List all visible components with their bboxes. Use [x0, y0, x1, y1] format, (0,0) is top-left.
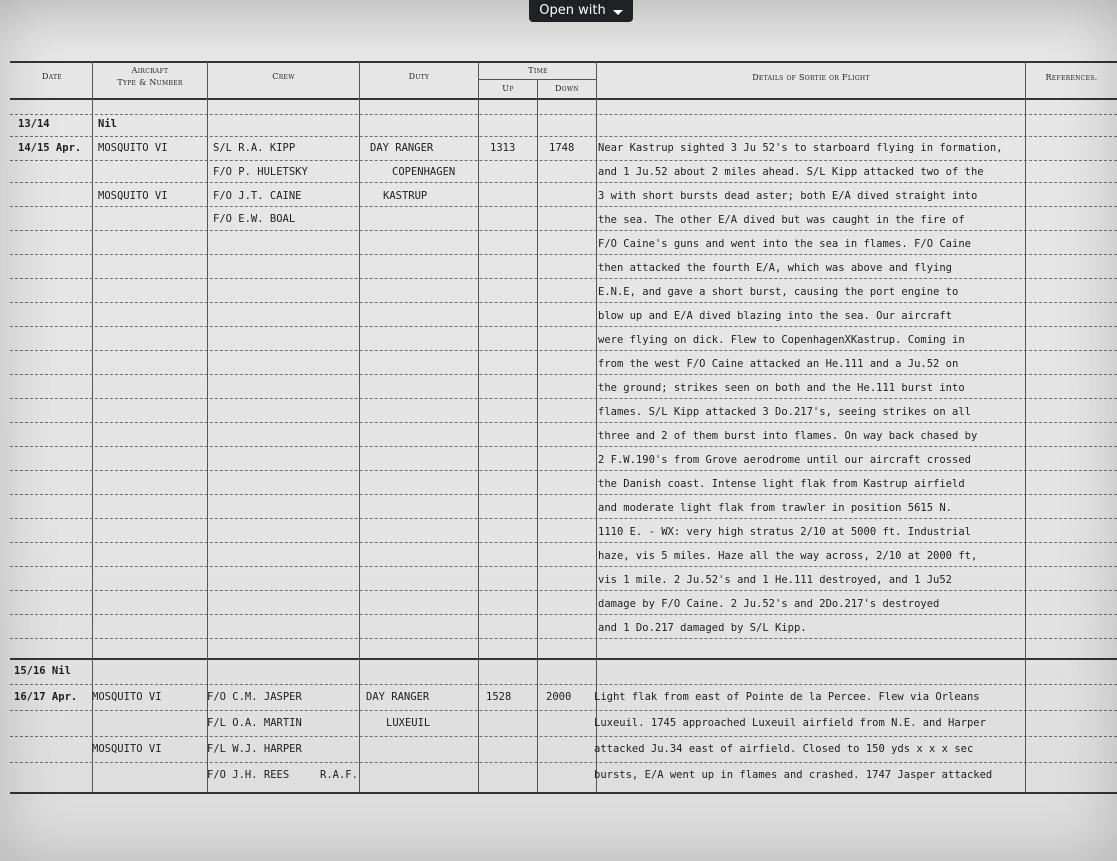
row-rule: [10, 518, 1117, 519]
row-rule: [10, 374, 1117, 375]
row-crew: F/O P. HULETSKY: [213, 166, 308, 178]
detail-line: were flying on dick. Flew to CopenhagenXKastrup. Coming in: [598, 334, 965, 346]
detail-line: vis 1 mile. 2 Ju.52's and 1 He.111 destroyed, and 1 Ju52: [598, 574, 953, 586]
detail-line: flames. S/L Kipp attacked 3 Do.217's, seeing strikes on all: [598, 406, 971, 418]
row-rule: [10, 230, 1117, 231]
row-rule: [10, 114, 1117, 115]
row-rule: [10, 254, 1117, 255]
row-rule: [10, 160, 1117, 161]
row-rule: [10, 398, 1117, 399]
detail-line: Near Kastrup sighted 3 Ju 52's to starboard flying in formation,: [598, 142, 1003, 154]
table-top-rule: [10, 61, 1117, 63]
header-aircraft-line1: Aircraft: [131, 66, 169, 75]
row-time-down: 1748: [549, 142, 575, 154]
row-crew: F/O J.H. REES: [207, 769, 290, 781]
detail-line: the sea. The other E/A dived but was caught in the fire of: [598, 214, 965, 226]
row-rule: [10, 446, 1117, 447]
column-rule: [537, 80, 538, 792]
detail-line: 2 F.W.190's from Grove aerodrome until our aircraft crossed: [598, 454, 971, 466]
row-rule: [10, 422, 1117, 423]
detail-line: Light flak from east of Pointe de la Percee. Flew via Orleans: [594, 691, 980, 703]
row-time-up: 1313: [490, 142, 516, 154]
detail-line: haze, vis 5 miles. Haze all the way across, 2/10 at 2000 ft,: [598, 550, 978, 562]
header-time-up: Up: [502, 84, 514, 93]
row-rule: [10, 350, 1117, 351]
row-duty: LUXEUIL: [386, 717, 431, 729]
detail-line: and 1 Ju.52 about 2 miles ahead. S/L Kipp attacked two of the: [598, 166, 984, 178]
detail-line: 1110 E. - WX: very high stratus 2/10 at 5000 ft. Industrial: [598, 526, 971, 538]
row-aircraft: MOSQUITO VI: [92, 743, 162, 755]
open-with-label: Open with: [539, 3, 606, 18]
row-rule: [10, 326, 1117, 327]
row-rule: [10, 614, 1117, 615]
row-time-up: 1528: [486, 691, 512, 703]
header-bottom-rule: [10, 98, 1117, 100]
header-date: Date: [41, 72, 62, 81]
row-crew: F/L W.J. HARPER: [207, 743, 302, 755]
column-rule: [92, 62, 93, 792]
row-crew-service: R.A.F.: [320, 769, 358, 781]
detail-line: E.N.E, and gave a short burst, causing the port engine to: [598, 286, 959, 298]
row-duty: COPENHAGEN: [392, 166, 456, 178]
column-rule: [207, 62, 208, 792]
row-duty: DAY RANGER: [366, 691, 430, 703]
header-time: Time: [528, 66, 548, 75]
detail-line: blow up and E/A dived blazing into the sea. Our aircraft: [598, 310, 953, 322]
column-rule: [1025, 62, 1026, 792]
row-crew: F/O J.T. CAINE: [213, 190, 302, 202]
chevron-down-icon: [613, 10, 623, 15]
detail-line: from the west F/O Caine attacked an He.111 and a Ju.52 on: [598, 358, 959, 370]
row-rule: [10, 206, 1117, 207]
row-rule: [10, 566, 1117, 567]
detail-line: damage by F/O Caine. 2 Ju.52's and 2Do.217's destroyed: [598, 598, 940, 610]
row-date: 16/17 Apr.: [14, 691, 78, 703]
row-rule: [10, 638, 1117, 639]
header-time-down: Down: [555, 84, 579, 93]
header-aircraft-line2: Type & Number: [117, 78, 183, 87]
row-rule: [10, 542, 1117, 543]
row-rule: [10, 470, 1117, 471]
detail-line: F/O Caine's guns and went into the sea in flames. F/O Caine: [598, 238, 971, 250]
row-rule: [10, 710, 1117, 711]
row-rule: [10, 684, 1117, 685]
row-duty: KASTRUP: [383, 190, 428, 202]
row-aircraft: Nil: [98, 118, 117, 130]
row-aircraft: MOSQUITO VI: [98, 142, 168, 154]
row-rule: [10, 278, 1117, 279]
detail-line: Luxeuil. 1745 approached Luxeuil airfield from N.E. and Harper: [594, 717, 986, 729]
column-rule: [596, 62, 597, 792]
row-rule: [10, 494, 1117, 495]
column-rule: [478, 62, 479, 792]
row-rule: [10, 136, 1117, 137]
header-crew: Crew: [272, 72, 295, 81]
row-aircraft: MOSQUITO VI: [92, 691, 162, 703]
row-rule: [10, 182, 1117, 183]
header-duty: Duty: [408, 72, 430, 81]
detail-line: attacked Ju.34 east of airfield. Closed to 150 yds x x x sec: [594, 743, 974, 755]
row-date: 14/15 Apr.: [18, 142, 82, 154]
row-duty: DAY RANGER: [370, 142, 434, 154]
detail-line: and 1 Do.217 damaged by S/L Kipp.: [598, 622, 807, 634]
detail-line: and moderate light flak from trawler in position 5615 N.: [598, 502, 953, 514]
detail-line: three and 2 of them burst into flames. On way back chased by: [598, 430, 978, 442]
section-rule: [10, 658, 1117, 660]
row-date: 13/14: [18, 118, 50, 130]
open-with-button[interactable]: [529, 0, 633, 22]
column-rule: [359, 62, 360, 792]
header-references: References.: [1045, 73, 1098, 82]
detail-line: the ground; strikes seen on both and the He.111 burst into: [598, 382, 965, 394]
row-rule: [10, 590, 1117, 591]
detail-line: 3 with short bursts dead aster; both E/A dived straight into: [598, 190, 978, 202]
row-crew: F/O E.W. BOAL: [213, 213, 296, 225]
row-time-down: 2000: [546, 691, 572, 703]
row-rule: [10, 736, 1117, 737]
detail-line: then attacked the fourth E/A, which was above and flying: [598, 262, 953, 274]
table-bottom-rule: [10, 792, 1117, 794]
row-rule: [10, 302, 1117, 303]
row-aircraft: MOSQUITO VI: [98, 190, 168, 202]
row-crew: S/L R.A. KIPP: [213, 142, 296, 154]
detail-line: the Danish coast. Intense light flak from Kastrup airfield: [598, 478, 965, 490]
row-crew: F/L O.A. MARTIN: [207, 717, 302, 729]
row-crew: F/O C.M. JASPER: [207, 691, 302, 703]
header-details: Details of Sortie or Flight: [752, 73, 870, 82]
row-rule: [10, 762, 1117, 763]
row-date: 15/16 Nil: [14, 665, 71, 677]
detail-line: bursts, E/A went up in flames and crashed. 1747 Jasper attacked: [594, 769, 993, 781]
